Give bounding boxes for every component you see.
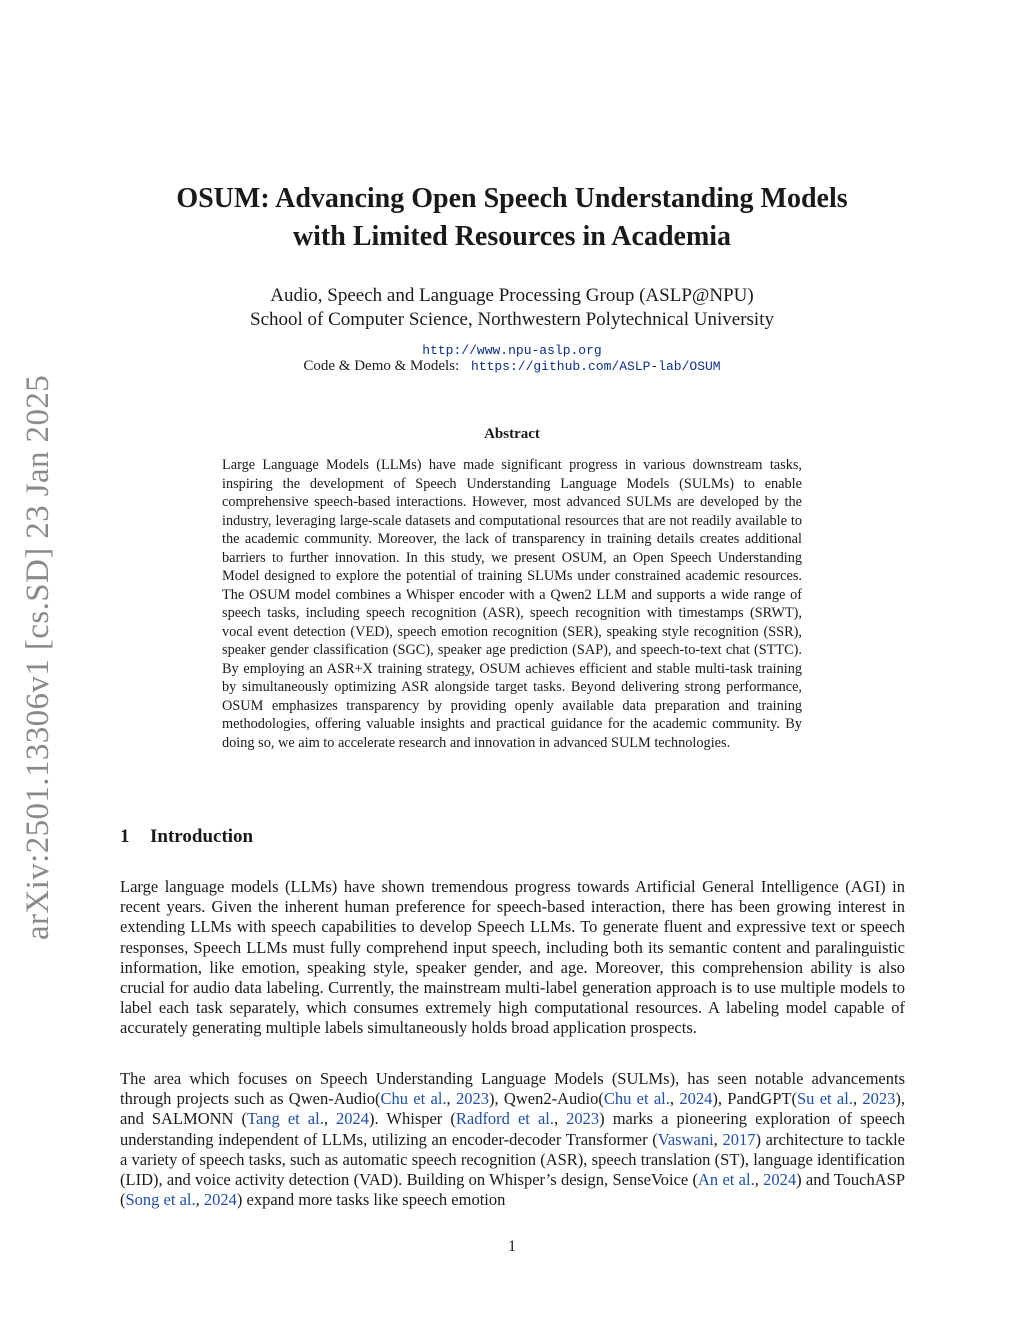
section-number: 1 bbox=[120, 826, 130, 847]
citation-link[interactable]: An et al. bbox=[698, 1170, 755, 1190]
lab-link-line bbox=[120, 338, 904, 360]
intro-paragraph-2: The area which focuses on Speech Understanding Language Models (SULMs), has seen notable advancements through projects such as Qwen-Audio(Chu et al., 2023), Qwen2-Audio(Chu et al., 2024), PandGPT(Su et al., 2023), and SALMONN (Tang et al., 2024). Whisper (Radford et al., 2023) marks a pioneering exploration of speech understanding independent of LLMs, utilizing an encoder-decoder Transformer (Vaswani, 2017) architecture to tackle a variety of speech tasks, such as automatic speech recognition (ASR), speech translation (ST), language identification (LID), and voice activity detection (VAD). Building on Whisper’s design, SenseVoice (An et al., 2024) and TouchASP (Song et al., 2024) expand more tasks like speech emotion bbox=[120, 1069, 906, 1210]
citation-link[interactable]: Vaswani bbox=[657, 1129, 714, 1149]
citation-year-link[interactable]: 2023 bbox=[455, 1089, 489, 1109]
citation-link[interactable]: Su et al. bbox=[796, 1089, 853, 1109]
p2-text: ) marks a pioneering exploration of speech understanding independent of LLMs, utilizing an encoder-decoder Transformer ( bbox=[120, 1109, 905, 1149]
title-line-1: OSUM: Advancing Open Speech Understanding Models bbox=[176, 183, 848, 214]
section-heading bbox=[120, 826, 253, 848]
citation-year-link[interactable]: 2024 bbox=[763, 1170, 797, 1190]
abstract-heading: Abstract bbox=[484, 426, 540, 442]
p2-text: ), PandGPT( bbox=[712, 1089, 797, 1109]
page-number: 1 bbox=[508, 1238, 516, 1255]
school: School of Computer Science, Northwestern Polytechnical University bbox=[250, 309, 774, 330]
citation-link[interactable]: Chu et al. bbox=[603, 1089, 670, 1109]
citation-year-link[interactable]: 2023 bbox=[566, 1109, 600, 1129]
citation-year-link[interactable]: 2024 bbox=[336, 1109, 370, 1129]
code-line bbox=[120, 358, 904, 375]
p2-text: ), Qwen2-Audio( bbox=[488, 1089, 604, 1109]
title-line-2: with Limited Resources in Academia bbox=[292, 221, 732, 252]
citation-year-link[interactable]: 2023 bbox=[862, 1089, 896, 1109]
paper-title bbox=[120, 180, 904, 256]
code-url-link[interactable]: https://github.com/ASLP-lab/OSUM bbox=[470, 359, 721, 374]
citation-link[interactable]: Song et al. bbox=[125, 1190, 196, 1210]
arxiv-stamp: arXiv:2501.13306v1 [cs.SD] 23 Jan 2025 bbox=[20, 374, 56, 940]
section-title: Introduction bbox=[150, 826, 254, 847]
intro-paragraph-1: Large language models (LLMs) have shown tremendous progress towards Artificial General Intelligence (AGI) in recent years. Given the inherent human preference for speech-based interaction, there has been growing interest in extending LLMs with speech capabilities to develop Speech LLMs. To generate fluent and expressive text or speech responses, Speech LLMs must fully comprehend input speech, including both its semantic content and paralinguistic information, like emotion, speaking style, speaker gender, and age. Moreover, this comprehension ability is also crucial for audio data labeling. Currently, the mainstream multi-label generation approach is to use multiple models to label each task separately, which consumes extremely high computational resources. A labeling model capable of accurately generating multiple labels simultaneously holds broad application prospects. bbox=[120, 877, 905, 1038]
p2-text: ) architecture to tackle a variety of speech tasks, such as automatic speech recognition (ASR), speech translation (ST), language identification (LID), and voice activity detection (VAD). Building on Whisper’s design, SenseVoice ( bbox=[120, 1129, 906, 1190]
p2-text: ) and TouchASP ( bbox=[120, 1170, 905, 1210]
code-label: Code & Demo & Models: bbox=[303, 358, 460, 374]
lab-url-link[interactable]: http://www.npu-aslp.org bbox=[422, 343, 602, 358]
citation-year-link[interactable]: 2024 bbox=[203, 1190, 237, 1210]
citation-link[interactable]: Radford et al. bbox=[455, 1109, 554, 1129]
p2-text: The area which focuses on Speech Understanding Language Models (SULMs), has seen notable advancements through projects such as Qwen-Audio( bbox=[120, 1069, 905, 1109]
citation-year-link[interactable]: 2017 bbox=[722, 1129, 756, 1149]
affiliation: Audio, Speech and Language Processing Group (ASLP@NPU) bbox=[270, 285, 754, 306]
citation-link[interactable]: Tang et al. bbox=[247, 1109, 324, 1129]
p2-text: ) expand more tasks like speech emotion bbox=[236, 1190, 506, 1210]
p2-text: ), and SALMONN ( bbox=[120, 1089, 906, 1129]
abstract-text: Large Language Models (LLMs) have made significant progress in various downstream tasks, inspiring the development of Speech Understanding Language Models (SULMs) to enable comprehensive speech-based interactions. However, most advanced SULMs are developed by the industry, leveraging large-scale datasets and computational resources that are not readily available to the academic community. Moreover, the lack of transparency in training details creates additional barriers to further innovation. In this study, we present OSUM, an Open Speech Understanding Model designed to explore the potential of training SLUMs under constrained academic resources. The OSUM model combines a Whisper encoder with a Qwen2 LLM and supports a wide range of speech tasks, including speech recognition (ASR), speech recognition with timestamps (SRWT), vocal event detection (VED), speech emotion recognition (SER), speaking style recognition (SSR), speaker gender classification (SGC), speaker age prediction (SAP), and speech-to-text chat (STTC). By employing an ASR+X training strategy, OSUM achieves efficient and stable multi-task training by simultaneously optimizing ASR alongside target tasks. Beyond delivering strong performance, OSUM emphasizes transparency by providing openly available data preparation and training methodologies, offering valuable insights and practical guidance for the academic community. By doing so, we aim to accelerate research and innovation in advanced SULM technologies. bbox=[222, 457, 802, 751]
citation-year-link[interactable]: 2024 bbox=[679, 1089, 713, 1109]
citation-link[interactable]: Chu et al. bbox=[380, 1089, 447, 1109]
p2-text: ). Whisper ( bbox=[369, 1109, 456, 1129]
